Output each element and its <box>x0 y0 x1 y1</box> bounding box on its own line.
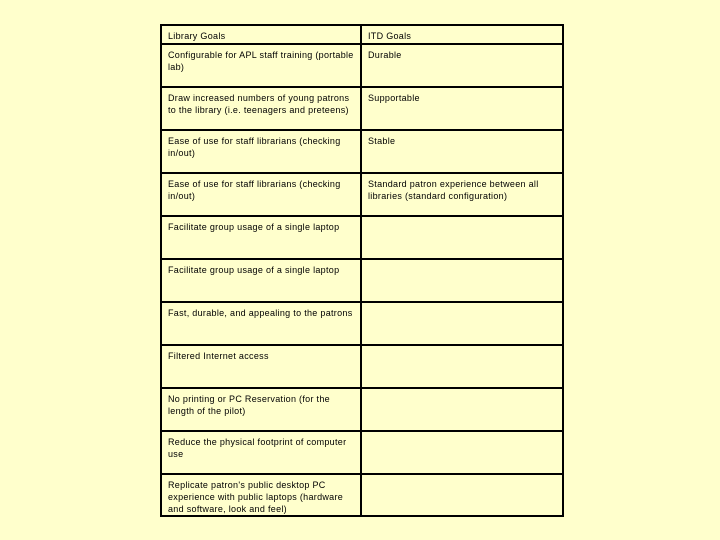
table-row <box>161 216 563 259</box>
itd-goal-cell: Durable <box>361 44 563 87</box>
itd-goal-cell: Stable <box>361 130 563 173</box>
itd-goal-cell <box>361 259 563 302</box>
table-row <box>161 130 563 173</box>
library-goal-cell: Draw increased numbers of young patrons to the library (i.e. teenagers and preteens) <box>161 87 361 130</box>
table-row <box>161 302 563 345</box>
table-row <box>161 431 563 474</box>
itd-goal-cell: Supportable <box>361 87 563 130</box>
library-goal-cell: Facilitate group usage of a single laptop <box>161 259 361 302</box>
itd-goal-cell: Standard patron experience between all libraries (standard configuration) <box>361 173 563 216</box>
itd-goal-cell <box>361 345 563 388</box>
library-goal-cell: Fast, durable, and appealing to the patrons <box>161 302 361 345</box>
library-goal-cell: Filtered Internet access <box>161 345 361 388</box>
itd-goal-cell <box>361 216 563 259</box>
library-goal-cell: Ease of use for staff librarians (checking in/out) <box>161 173 361 216</box>
table-row <box>161 259 563 302</box>
library-goal-cell: No printing or PC Reservation (for the length of the pilot) <box>161 388 361 431</box>
table-row <box>161 44 563 87</box>
library-goal-cell: Ease of use for staff librarians (checking in/out) <box>161 130 361 173</box>
library-goal-cell: Facilitate group usage of a single laptop <box>161 216 361 259</box>
library-goal-cell: Reduce the physical footprint of computer use <box>161 431 361 474</box>
library-goal-cell: Replicate patron's public desktop PC experience with public laptops (hardware and software, look and feel) <box>161 474 361 516</box>
header-itd-goals: ITD Goals <box>361 25 563 44</box>
header-library-goals: Library Goals <box>161 25 361 44</box>
itd-goal-cell <box>361 388 563 431</box>
table-row <box>161 173 563 216</box>
table-row <box>161 474 563 516</box>
goals-table <box>160 24 564 517</box>
table-row <box>161 87 563 130</box>
table-row <box>161 388 563 431</box>
header-row <box>161 25 563 44</box>
library-goal-cell: Configurable for APL staff training (portable lab) <box>161 44 361 87</box>
itd-goal-cell <box>361 431 563 474</box>
table-row <box>161 345 563 388</box>
itd-goal-cell <box>361 302 563 345</box>
itd-goal-cell <box>361 474 563 516</box>
